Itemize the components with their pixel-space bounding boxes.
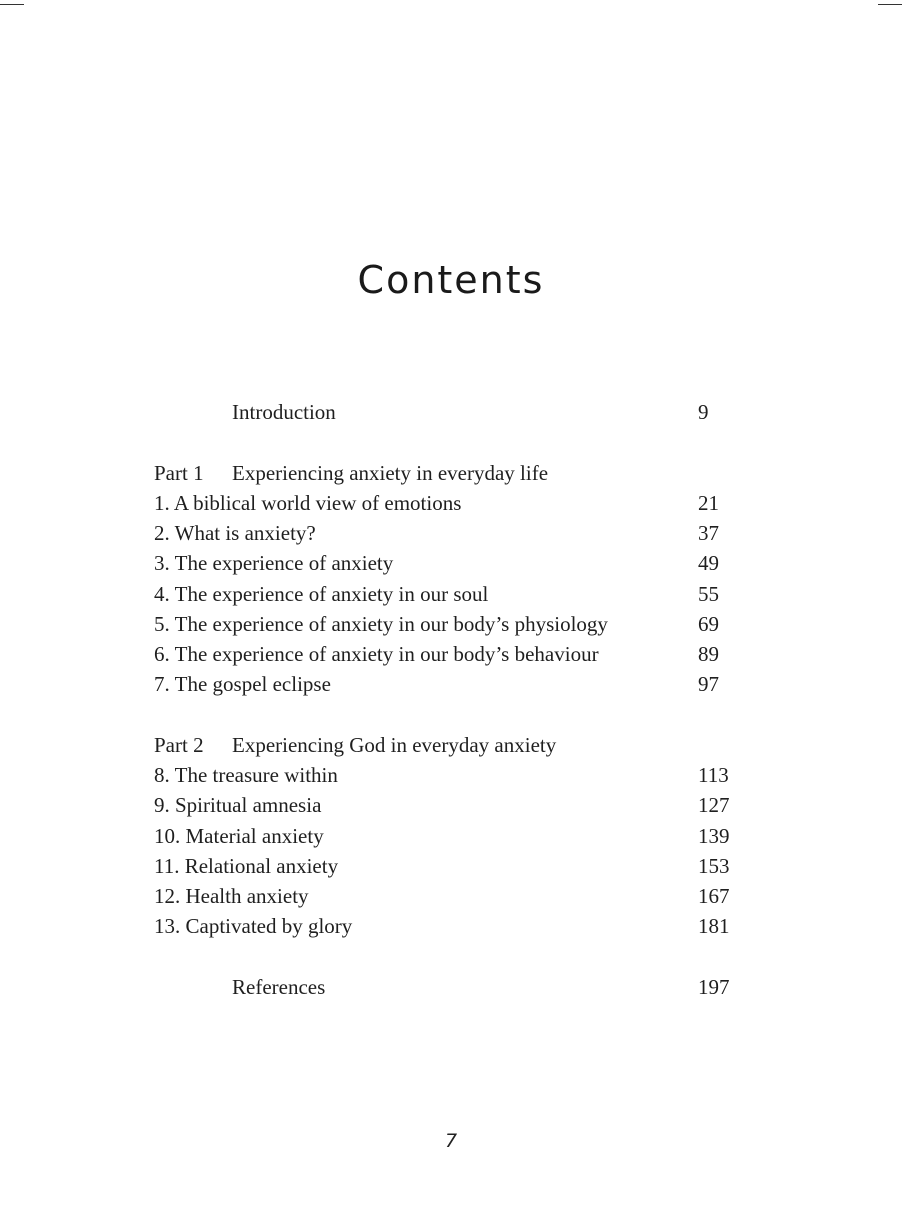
toc-entry-page: 181 [698,914,730,938]
toc-entry-page: 127 [698,793,730,817]
toc-entry-label: 8. The treasure within [154,763,338,787]
toc-entry-page: 197 [698,975,730,999]
toc-entry-label: 3. The experience of anxiety [154,551,394,575]
toc-entry [154,851,754,881]
toc-entry [154,488,754,518]
toc-entry-label: 7. The gospel eclipse [154,672,331,696]
part-title: Experiencing anxiety in everyday life [232,461,549,485]
toc-entry-introduction [154,397,754,427]
toc-entry-label: Introduction [232,400,336,424]
toc-entry-references [154,972,754,1002]
toc-entry [154,518,754,548]
toc-entry [154,911,754,941]
toc-entry [154,881,754,911]
toc-entry-page: 89 [698,642,719,666]
toc-entry-page: 97 [698,672,719,696]
toc-entry [154,609,754,639]
toc-entry [154,639,754,669]
toc-entry-page: 113 [698,763,729,787]
toc-entry-page: 9 [698,400,709,424]
toc-entry-page: 153 [698,854,730,878]
toc-entry-page: 21 [698,491,719,515]
toc-entry [154,821,754,851]
part-number: Part 1 [154,461,204,485]
toc-entry-label: References [232,975,326,999]
page-title: Contents [357,258,545,302]
toc-entry-label: 9. Spiritual amnesia [154,793,322,817]
toc-entry-label: 5. The experience of anxiety in our body’s physiology [154,612,608,636]
part-number: Part 2 [154,733,204,757]
toc-entry-page: 49 [698,551,719,575]
toc-entry-label: 1. A biblical world view of emotions [154,491,462,515]
toc-part-heading-1 [154,458,754,488]
toc-entry [154,548,754,578]
toc-entry-page: 55 [698,582,719,606]
toc-entry-page: 167 [698,884,730,908]
toc-entry [154,579,754,609]
toc-entry [154,669,754,699]
toc-entry [154,790,754,820]
toc-entry-page: 139 [698,824,730,848]
toc-entry-page: 37 [698,521,719,545]
toc-part-heading-2 [154,730,754,760]
part-title: Experiencing God in everyday anxiety [232,733,557,757]
toc-entry-label: 11. Relational anxiety [154,854,339,878]
toc-entry-label: 6. The experience of anxiety in our body’s behaviour [154,642,599,666]
toc-entry-label: 13. Captivated by glory [154,914,353,938]
toc-entry-label: 12. Health anxiety [154,884,309,908]
toc-entry-label: 10. Material anxiety [154,824,324,848]
toc-entry-label: 2. What is anxiety? [154,521,316,545]
toc-entry-page: 69 [698,612,719,636]
toc-entry-label: 4. The experience of anxiety in our soul [154,582,489,606]
toc-entry [154,760,754,790]
page-number: 7 [444,1130,458,1152]
